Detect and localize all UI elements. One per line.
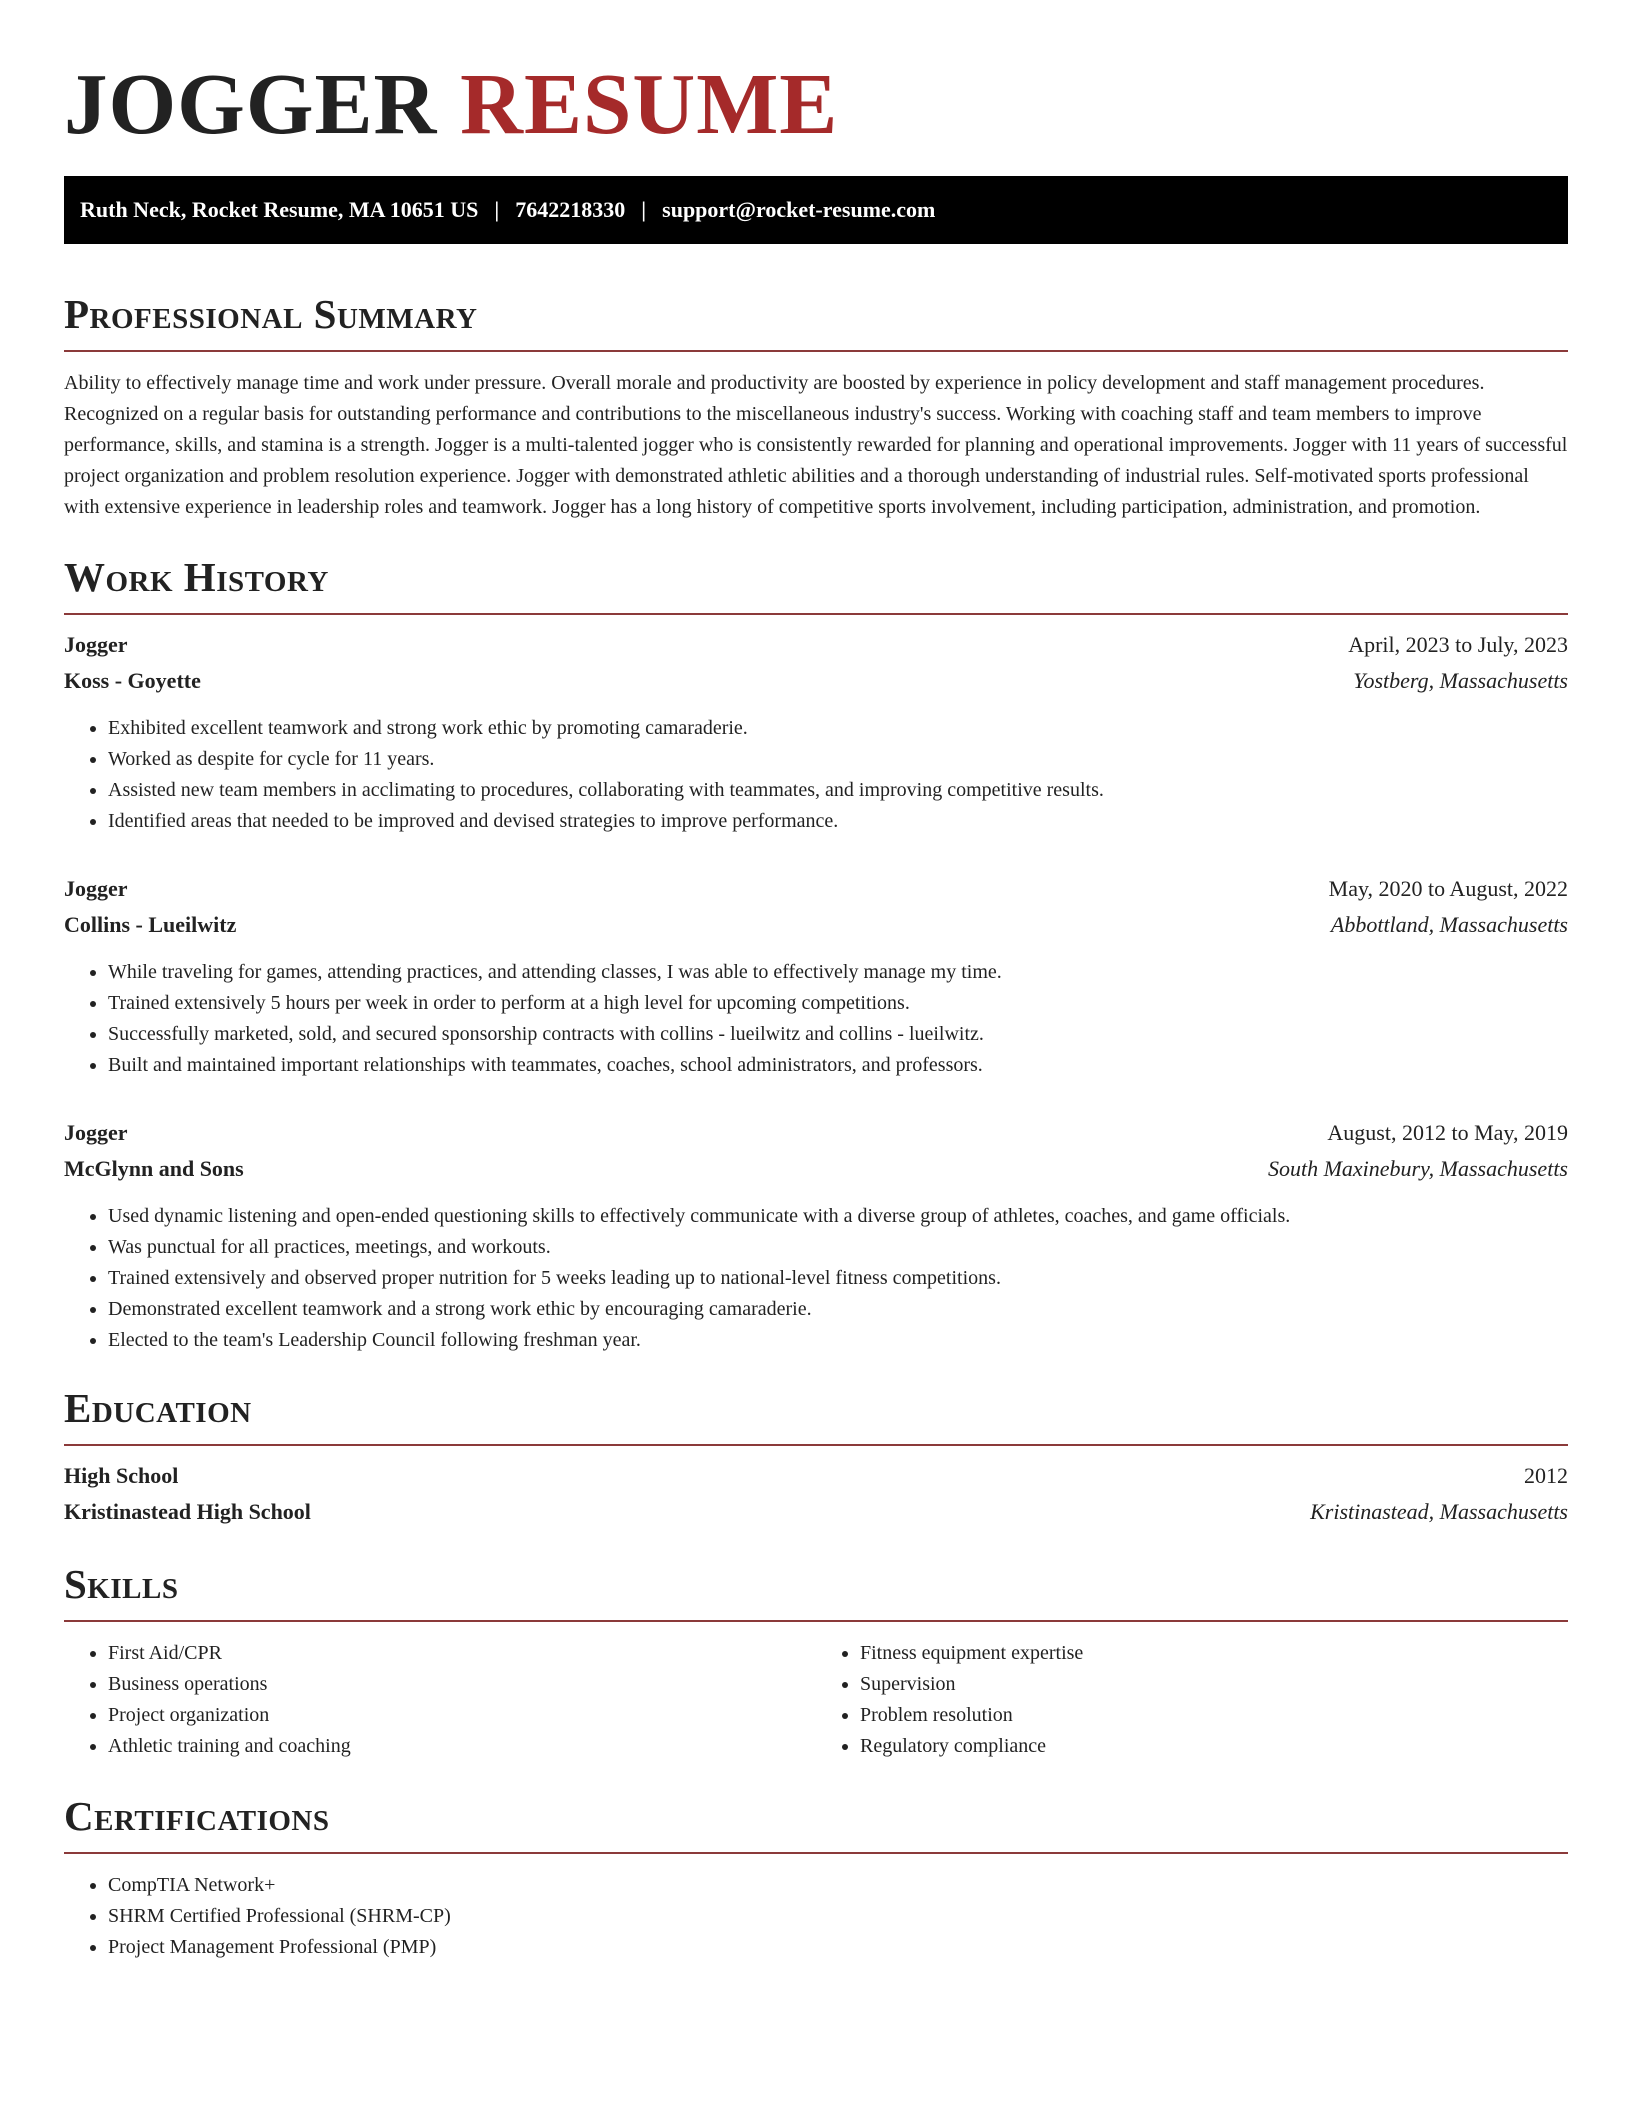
list-item: • Elected to the team's Leadership Council following freshman year.: [108, 1325, 1568, 1356]
education-year: 2012: [1524, 1463, 1568, 1488]
skill-item: • Project organization: [108, 1700, 816, 1731]
skills-list-right: [816, 1638, 1568, 1762]
list-item: • While traveling for games, attending practices, and attending classes, I was able to effectively manage my time.: [108, 957, 1568, 988]
job-company: Collins - Lueilwitz: [64, 912, 237, 937]
section-divider: [64, 1620, 1568, 1622]
job-entry: [64, 871, 1568, 1081]
education-location: Kristinastead, Massachusetts: [1310, 1499, 1568, 1524]
job-entry: [64, 1115, 1568, 1356]
contact-address: Ruth Neck, Rocket Resume, MA 10651 US: [80, 197, 479, 222]
job-dates: May, 2020 to August, 2022: [1328, 876, 1568, 901]
certification-item: • Project Management Professional (PMP): [108, 1932, 1568, 1963]
job-entry: [64, 627, 1568, 837]
job-dates: August, 2012 to May, 2019: [1327, 1120, 1568, 1145]
section-divider: [64, 1444, 1568, 1446]
job-bullets: [64, 1201, 1568, 1356]
skills-columns: [64, 1638, 1568, 1762]
education-degree: High School: [64, 1463, 179, 1488]
skill-item: • Regulatory compliance: [860, 1731, 1568, 1762]
job-title: Jogger: [64, 632, 128, 657]
job-location: South Maxinebury, Massachusetts: [1267, 1156, 1568, 1181]
job-dates: April, 2023 to July, 2023: [1348, 632, 1568, 657]
summary-section: [64, 290, 1568, 523]
title-accent: RESUME: [460, 55, 839, 152]
list-item: • Built and maintained important relationships with teammates, coaches, school administrators, and professors.: [108, 1050, 1568, 1081]
skills-heading: Skills: [64, 1561, 179, 1607]
work-section: [64, 553, 1568, 1356]
skills-list-left: [64, 1638, 816, 1762]
title-main: JOGGER: [64, 55, 438, 152]
list-item: • Worked as despite for cycle for 11 years.: [108, 744, 1568, 775]
contact-email: support@rocket-resume.com: [662, 197, 936, 222]
list-item: • Trained extensively 5 hours per week in order to perform at a high level for upcoming competitions.: [108, 988, 1568, 1019]
certifications-section: [64, 1792, 1568, 1963]
job-bullets: [64, 713, 1568, 837]
certifications-heading: Certifications: [64, 1793, 330, 1839]
work-heading: Work History: [64, 554, 329, 600]
education-school: Kristinastead High School: [64, 1499, 311, 1524]
skill-item: • Supervision: [860, 1669, 1568, 1700]
education-heading: Education: [64, 1385, 252, 1431]
job-title: Jogger: [64, 876, 128, 901]
section-divider: [64, 613, 1568, 615]
list-item: • Trained extensively and observed proper nutrition for 5 weeks leading up to national-level fitness competitions.: [108, 1263, 1568, 1294]
list-item: • Assisted new team members in acclimating to procedures, collaborating with teammates, and improving competitive results.: [108, 775, 1568, 806]
certifications-list: [64, 1870, 1568, 1963]
skill-item: • Fitness equipment expertise: [860, 1638, 1568, 1669]
contact-separator: |: [494, 197, 500, 222]
summary-text: Ability to effectively manage time and work under pressure. Overall morale and productivity are boosted by experience in policy development and staff management procedures. Recognized on a regular basis for outstanding performance and contributions to the miscellaneous industry's success. Working with coaching staff and team members to improve performance, skills, and stamina is a strength. Jogger is a multi-talented jogger who is consistently rewarded for planning and operational improvements. Jogger with 11 years of successful project organization and problem resolution experience. Jogger with demonstrated athletic abilities and a thorough understanding of industrial rules. Self-motivated sports professional with extensive experience in leadership roles and teamwork. Jogger has a long history of competitive sports involvement, including participation, administration, and promotion.: [64, 372, 1568, 518]
job-company: Koss - Goyette: [64, 668, 201, 693]
skill-item: • Problem resolution: [860, 1700, 1568, 1731]
skill-item: • Business operations: [108, 1669, 816, 1700]
job-company: McGlynn and Sons: [64, 1156, 244, 1181]
summary-heading: Professional Summary: [64, 291, 478, 337]
contact-separator: |: [641, 197, 647, 222]
contact-bar: [64, 176, 1568, 244]
education-entry: [64, 1458, 1568, 1530]
list-item: • Used dynamic listening and open-ended questioning skills to effectively communicate with a diverse group of athletes, coaches, and game officials.: [108, 1201, 1568, 1232]
list-item: • Was punctual for all practices, meetings, and workouts.: [108, 1232, 1568, 1263]
skills-section: [64, 1560, 1568, 1762]
contact-phone: 7642218330: [515, 197, 626, 222]
list-item: • Exhibited excellent teamwork and strong work ethic by promoting camaraderie.: [108, 713, 1568, 744]
section-divider: [64, 350, 1568, 352]
education-section: [64, 1384, 1568, 1530]
job-location: Abbottland, Massachusetts: [1330, 912, 1568, 937]
certification-item: • SHRM Certified Professional (SHRM-CP): [108, 1901, 1568, 1932]
skill-item: • First Aid/CPR: [108, 1638, 816, 1669]
resume-title: [64, 56, 1568, 152]
list-item: • Successfully marketed, sold, and secured sponsorship contracts with collins - lueilwitz and collins - lueilwitz.: [108, 1019, 1568, 1050]
section-divider: [64, 1852, 1568, 1854]
job-title: Jogger: [64, 1120, 128, 1145]
job-location: Yostberg, Massachusetts: [1353, 668, 1568, 693]
certification-item: • CompTIA Network+: [108, 1870, 1568, 1901]
skill-item: • Athletic training and coaching: [108, 1731, 816, 1762]
list-item: • Demonstrated excellent teamwork and a strong work ethic by encouraging camaraderie.: [108, 1294, 1568, 1325]
job-bullets: [64, 957, 1568, 1081]
list-item: • Identified areas that needed to be improved and devised strategies to improve performance.: [108, 806, 1568, 837]
